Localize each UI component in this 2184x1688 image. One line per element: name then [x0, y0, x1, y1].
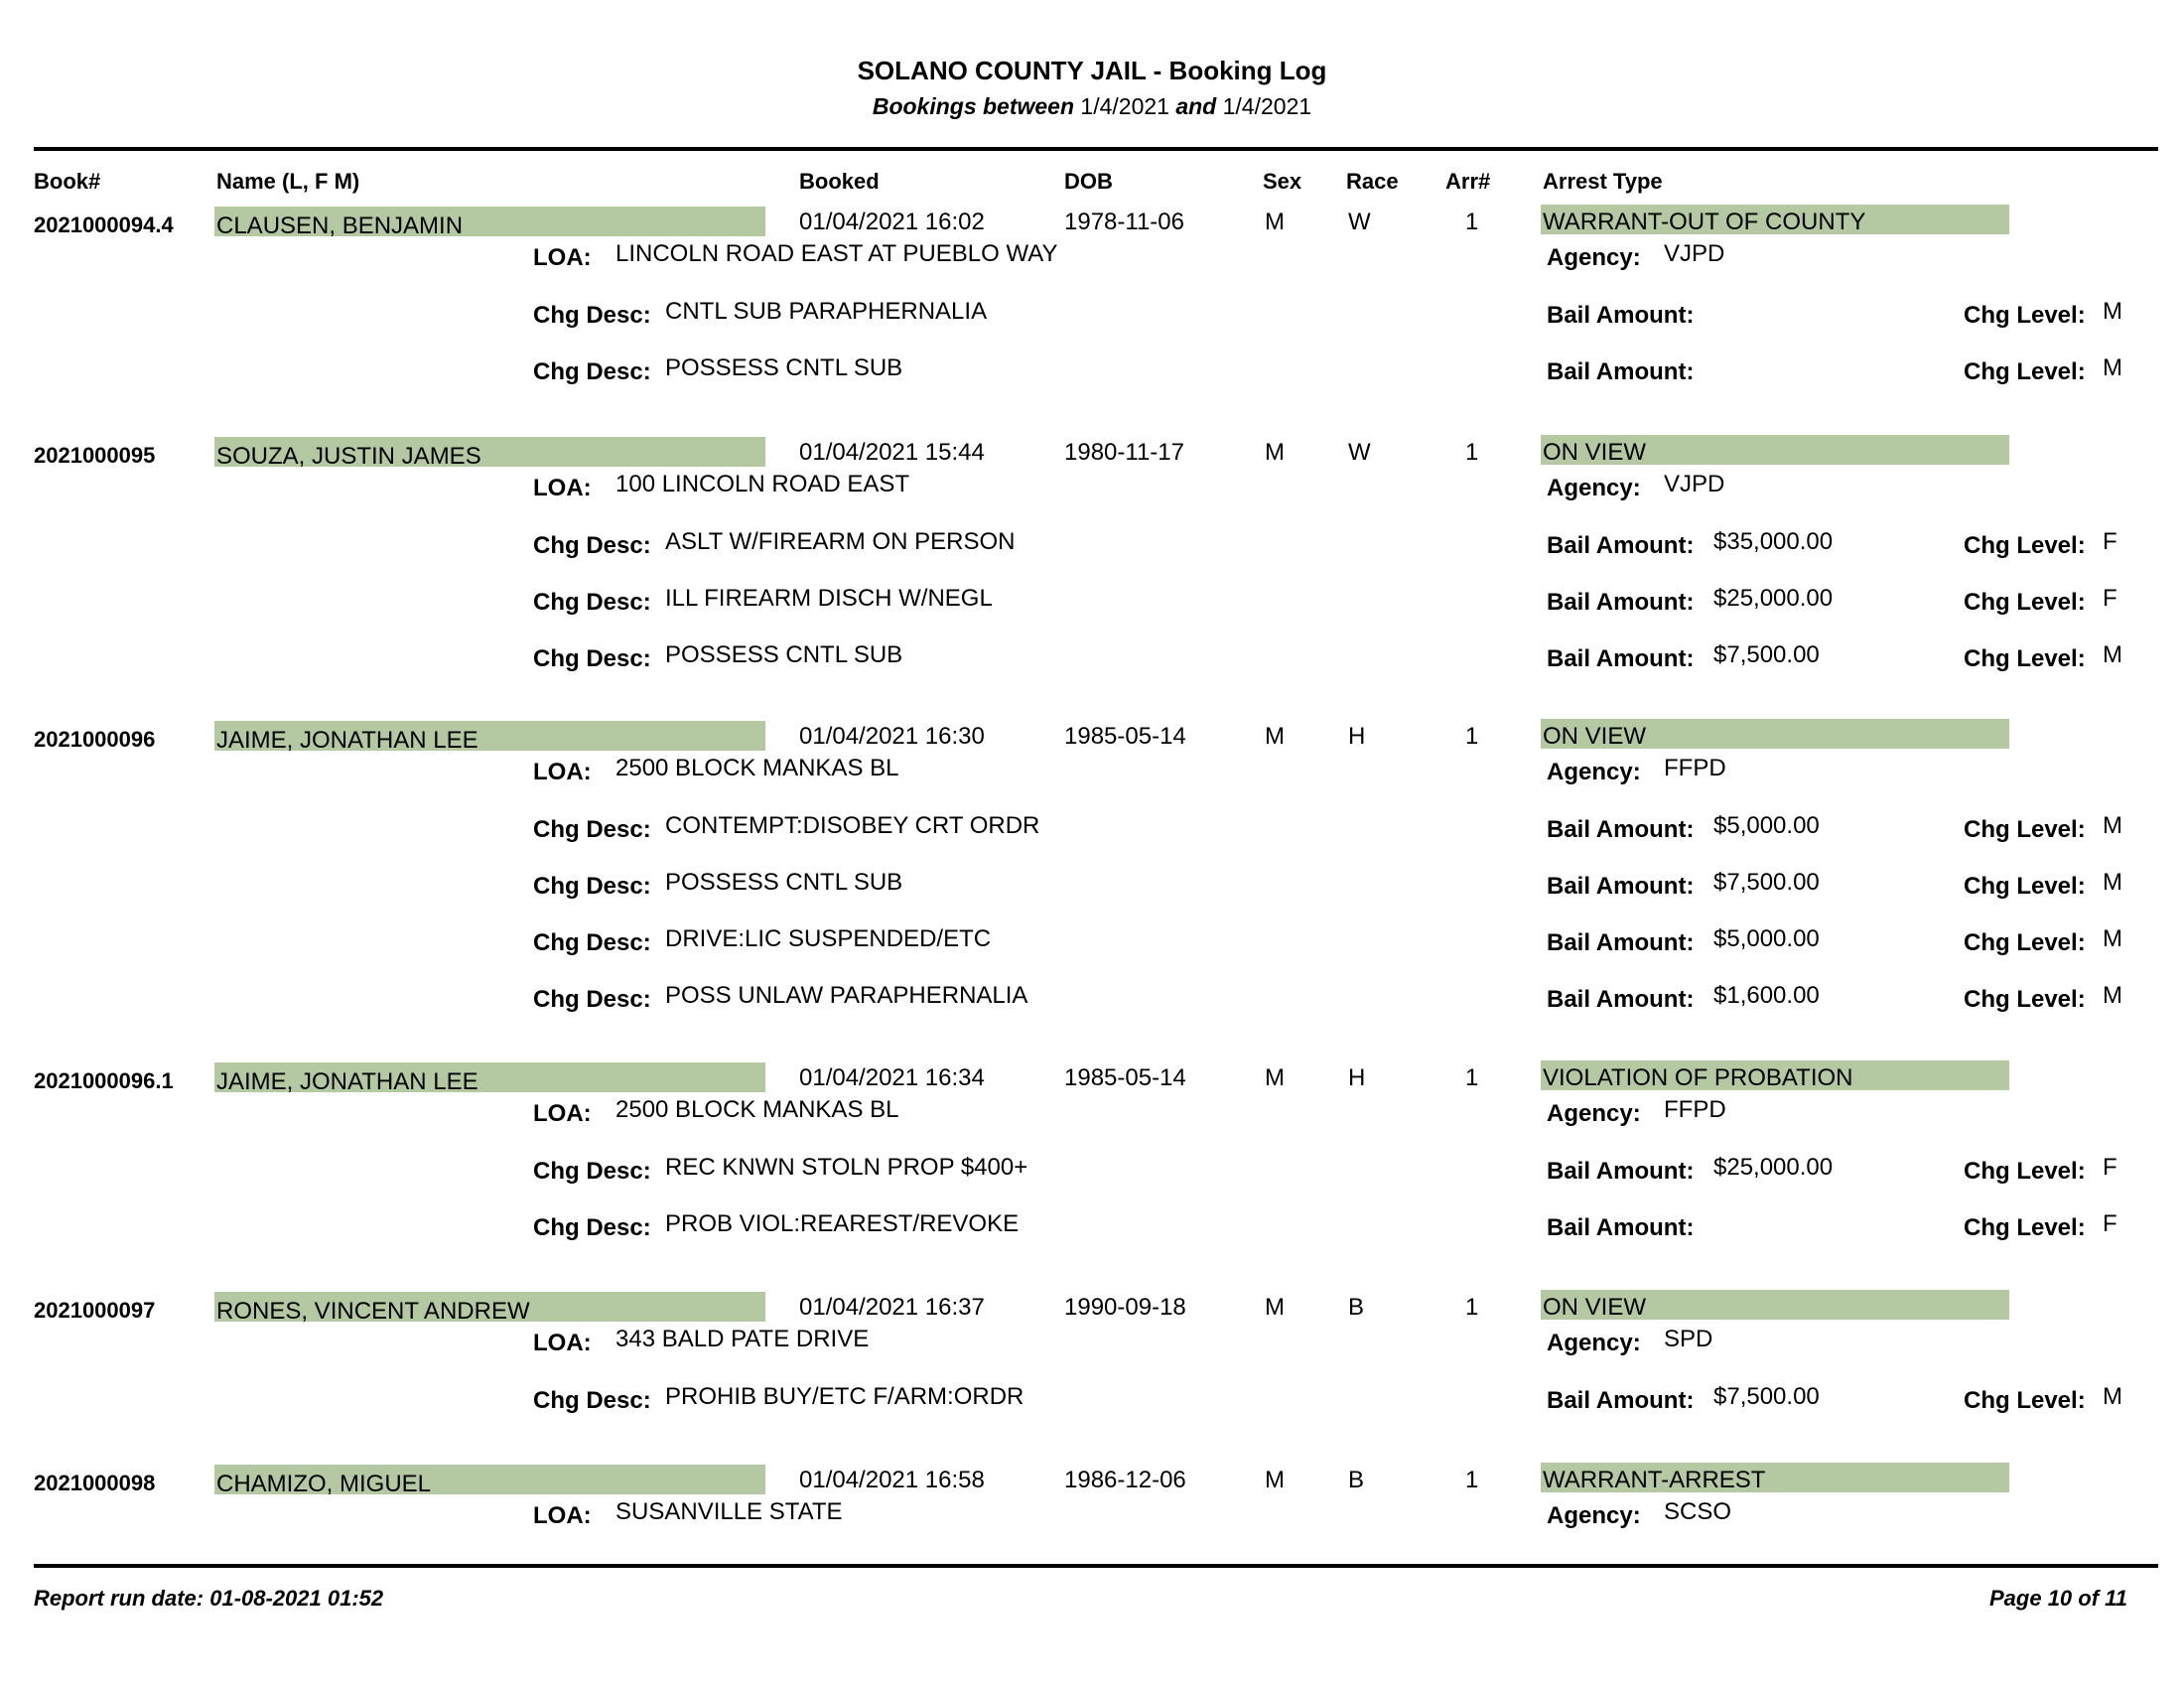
- agency-value: VJPD: [1664, 471, 1725, 497]
- report-run-date: Report run date: 01-08-2021 01:52: [34, 1586, 384, 1611]
- subtitle-and: and: [1175, 93, 1217, 119]
- arrest-type: VIOLATION OF PROBATION: [1543, 1064, 1853, 1091]
- bail-amount-label: Bail Amount:: [1547, 1387, 1695, 1414]
- bail-amount-label: Bail Amount:: [1547, 1214, 1695, 1241]
- chg-desc-label: Chg Desc:: [533, 1387, 651, 1414]
- bail-amount-label: Bail Amount:: [1547, 929, 1695, 956]
- bottom-divider: [34, 1564, 2158, 1568]
- charge-level: F: [2103, 1210, 2117, 1237]
- charge-level: M: [2103, 982, 2122, 1009]
- loa-label: LOA:: [533, 1100, 592, 1127]
- chg-desc-label: Chg Desc:: [533, 645, 651, 672]
- loa-label: LOA:: [533, 1502, 592, 1529]
- chg-level-label: Chg Level:: [1964, 532, 2086, 559]
- chg-level-label: Chg Level:: [1964, 302, 2086, 329]
- arrest-number: 1: [1465, 1467, 1479, 1493]
- col-header-arrest-type: Arrest Type: [1543, 169, 1663, 194]
- chg-level-label: Chg Level:: [1964, 929, 2086, 956]
- chg-level-label: Chg Level:: [1964, 1214, 2086, 1241]
- arrest-type: ON VIEW: [1543, 723, 1647, 750]
- charge-description: REC KNWN STOLN PROP $400+: [665, 1154, 1028, 1181]
- bail-amount: $5,000.00: [1713, 812, 1820, 839]
- date-from: 1/4/2021: [1080, 93, 1169, 119]
- loa-value: LINCOLN ROAD EAST AT PUEBLO WAY: [615, 240, 1058, 267]
- chg-level-label: Chg Level:: [1964, 589, 2086, 616]
- date-of-birth: 1986-12-06: [1064, 1467, 1186, 1493]
- date-of-birth: 1985-05-14: [1064, 723, 1186, 750]
- loa-value: 2500 BLOCK MANKAS BL: [615, 1096, 899, 1123]
- loa-value: SUSANVILLE STATE: [615, 1498, 843, 1525]
- bail-amount-label: Bail Amount:: [1547, 1158, 1695, 1185]
- chg-desc-label: Chg Desc:: [533, 816, 651, 843]
- sex-value: M: [1265, 1467, 1285, 1493]
- charge-description: CNTL SUB PARAPHERNALIA: [665, 298, 988, 325]
- booked-datetime: 01/04/2021 16:58: [799, 1467, 985, 1493]
- chg-level-label: Chg Level:: [1964, 645, 2086, 672]
- col-header-book: Book#: [34, 169, 101, 194]
- report-subtitle: [0, 93, 2184, 120]
- charge-description: POSS UNLAW PARAPHERNALIA: [665, 982, 1028, 1009]
- chg-level-label: Chg Level:: [1964, 1158, 2086, 1185]
- loa-value: 2500 BLOCK MANKAS BL: [615, 755, 899, 781]
- page-number: Page 10 of 11: [1989, 1586, 2127, 1611]
- arrest-type: WARRANT-OUT OF COUNTY: [1543, 209, 1866, 235]
- race-value: W: [1348, 209, 1371, 235]
- charge-level: M: [2103, 298, 2122, 325]
- agency-label: Agency:: [1547, 1100, 1641, 1127]
- charge-description: PROHIB BUY/ETC F/ARM:ORDR: [665, 1383, 1024, 1410]
- chg-desc-label: Chg Desc:: [533, 929, 651, 956]
- book-number: 2021000097: [34, 1298, 156, 1323]
- loa-label: LOA:: [533, 244, 592, 271]
- chg-desc-label: Chg Desc:: [533, 532, 651, 559]
- sex-value: M: [1265, 1294, 1285, 1321]
- booked-datetime: 01/04/2021 16:02: [799, 209, 985, 235]
- date-of-birth: 1980-11-17: [1064, 439, 1184, 466]
- chg-desc-label: Chg Desc:: [533, 358, 651, 385]
- booked-datetime: 01/04/2021 15:44: [799, 439, 985, 466]
- agency-value: SPD: [1664, 1326, 1713, 1352]
- bail-amount-label: Bail Amount:: [1547, 589, 1695, 616]
- bail-amount-label: Bail Amount:: [1547, 986, 1695, 1013]
- charge-level: M: [2103, 869, 2122, 896]
- bail-amount: $1,600.00: [1713, 982, 1820, 1009]
- agency-value: VJPD: [1664, 240, 1725, 267]
- date-of-birth: 1990-09-18: [1064, 1294, 1186, 1321]
- bail-amount-label: Bail Amount:: [1547, 816, 1695, 843]
- charge-level: M: [2103, 812, 2122, 839]
- book-number: 2021000096: [34, 727, 156, 752]
- book-number: 2021000095: [34, 443, 156, 468]
- book-number: 2021000094.4: [34, 212, 174, 237]
- booked-datetime: 01/04/2021 16:37: [799, 1294, 985, 1321]
- chg-desc-label: Chg Desc:: [533, 589, 651, 616]
- arrest-number: 1: [1465, 1294, 1479, 1321]
- loa-label: LOA:: [533, 475, 592, 501]
- book-number: 2021000098: [34, 1471, 156, 1495]
- agency-value: FFPD: [1664, 1096, 1726, 1123]
- date-to: 1/4/2021: [1222, 93, 1312, 119]
- sex-value: M: [1265, 1064, 1285, 1091]
- col-header-arr: Arr#: [1445, 169, 1491, 194]
- bail-amount-label: Bail Amount:: [1547, 873, 1695, 900]
- charge-description: PROB VIOL:REAREST/REVOKE: [665, 1210, 1020, 1237]
- arrest-number: 1: [1465, 1064, 1479, 1091]
- col-header-booked: Booked: [799, 169, 880, 194]
- loa-label: LOA:: [533, 1330, 592, 1356]
- bail-amount: $25,000.00: [1713, 1154, 1834, 1181]
- charge-level: F: [2103, 1154, 2117, 1181]
- loa-label: LOA:: [533, 759, 592, 785]
- agency-value: FFPD: [1664, 755, 1726, 781]
- charge-description: DRIVE:LIC SUSPENDED/ETC: [665, 925, 992, 952]
- charge-level: F: [2103, 585, 2117, 612]
- booked-datetime: 01/04/2021 16:34: [799, 1064, 985, 1091]
- agency-label: Agency:: [1547, 759, 1641, 785]
- sex-value: M: [1265, 209, 1285, 235]
- arrest-type: ON VIEW: [1543, 439, 1647, 466]
- chg-desc-label: Chg Desc:: [533, 1158, 651, 1185]
- charge-level: M: [2103, 641, 2122, 668]
- race-value: B: [1348, 1467, 1365, 1493]
- sex-value: M: [1265, 439, 1285, 466]
- chg-level-label: Chg Level:: [1964, 1387, 2086, 1414]
- chg-desc-label: Chg Desc:: [533, 302, 651, 329]
- book-number: 2021000096.1: [34, 1068, 174, 1093]
- booked-datetime: 01/04/2021 16:30: [799, 723, 985, 750]
- arrest-type: ON VIEW: [1543, 1294, 1647, 1321]
- col-header-name: Name (L, F M): [216, 169, 360, 194]
- chg-level-label: Chg Level:: [1964, 358, 2086, 385]
- col-header-race: Race: [1346, 169, 1399, 194]
- inmate-name: CHAMIZO, MIGUEL: [216, 1471, 432, 1497]
- agency-value: SCSO: [1664, 1498, 1732, 1525]
- agency-label: Agency:: [1547, 244, 1641, 271]
- sex-value: M: [1265, 723, 1285, 750]
- bail-amount-label: Bail Amount:: [1547, 302, 1695, 329]
- arrest-number: 1: [1465, 723, 1479, 750]
- bail-amount: $5,000.00: [1713, 925, 1820, 952]
- date-of-birth: 1985-05-14: [1064, 1064, 1186, 1091]
- agency-label: Agency:: [1547, 475, 1641, 501]
- chg-level-label: Chg Level:: [1964, 873, 2086, 900]
- race-value: B: [1348, 1294, 1365, 1321]
- loa-value: 343 BALD PATE DRIVE: [615, 1326, 870, 1352]
- report-title: SOLANO COUNTY JAIL - Booking Log: [857, 56, 1327, 85]
- charge-level: M: [2103, 354, 2122, 381]
- agency-label: Agency:: [1547, 1330, 1641, 1356]
- chg-level-label: Chg Level:: [1964, 986, 2086, 1013]
- arrest-number: 1: [1465, 439, 1479, 466]
- charge-level: M: [2103, 925, 2122, 952]
- race-value: H: [1348, 723, 1366, 750]
- date-of-birth: 1978-11-06: [1064, 209, 1184, 235]
- bail-amount: $35,000.00: [1713, 528, 1834, 555]
- inmate-name: CLAUSEN, BENJAMIN: [216, 212, 464, 239]
- charge-description: POSSESS CNTL SUB: [665, 354, 903, 381]
- inmate-name: RONES, VINCENT ANDREW: [216, 1298, 530, 1325]
- bail-amount: $7,500.00: [1713, 1383, 1820, 1410]
- inmate-name: SOUZA, JUSTIN JAMES: [216, 443, 481, 470]
- charge-level: F: [2103, 528, 2117, 555]
- bail-amount: $7,500.00: [1713, 641, 1820, 668]
- charge-description: POSSESS CNTL SUB: [665, 641, 903, 668]
- inmate-name: JAIME, JONATHAN LEE: [216, 1068, 478, 1095]
- inmate-name: JAIME, JONATHAN LEE: [216, 727, 478, 754]
- charge-level: M: [2103, 1383, 2122, 1410]
- charge-description: ASLT W/FIREARM ON PERSON: [665, 528, 1016, 555]
- bail-amount-label: Bail Amount:: [1547, 358, 1695, 385]
- agency-label: Agency:: [1547, 1502, 1641, 1529]
- col-header-sex: Sex: [1263, 169, 1302, 194]
- chg-desc-label: Chg Desc:: [533, 873, 651, 900]
- subtitle-prefix: Bookings between: [872, 93, 1075, 119]
- bail-amount: $7,500.00: [1713, 869, 1820, 896]
- bail-amount-label: Bail Amount:: [1547, 645, 1695, 672]
- race-value: W: [1348, 439, 1371, 466]
- charge-description: POSSESS CNTL SUB: [665, 869, 903, 896]
- arrest-type: WARRANT-ARREST: [1543, 1467, 1766, 1493]
- bail-amount: $25,000.00: [1713, 585, 1834, 612]
- charge-description: CONTEMPT:DISOBEY CRT ORDR: [665, 812, 1040, 839]
- arrest-number: 1: [1465, 209, 1479, 235]
- col-header-dob: DOB: [1064, 169, 1113, 194]
- loa-value: 100 LINCOLN ROAD EAST: [615, 471, 910, 497]
- charge-description: ILL FIREARM DISCH W/NEGL: [665, 585, 993, 612]
- race-value: H: [1348, 1064, 1366, 1091]
- chg-desc-label: Chg Desc:: [533, 1214, 651, 1241]
- bail-amount-label: Bail Amount:: [1547, 532, 1695, 559]
- chg-desc-label: Chg Desc:: [533, 986, 651, 1013]
- chg-level-label: Chg Level:: [1964, 816, 2086, 843]
- top-divider: [34, 147, 2158, 151]
